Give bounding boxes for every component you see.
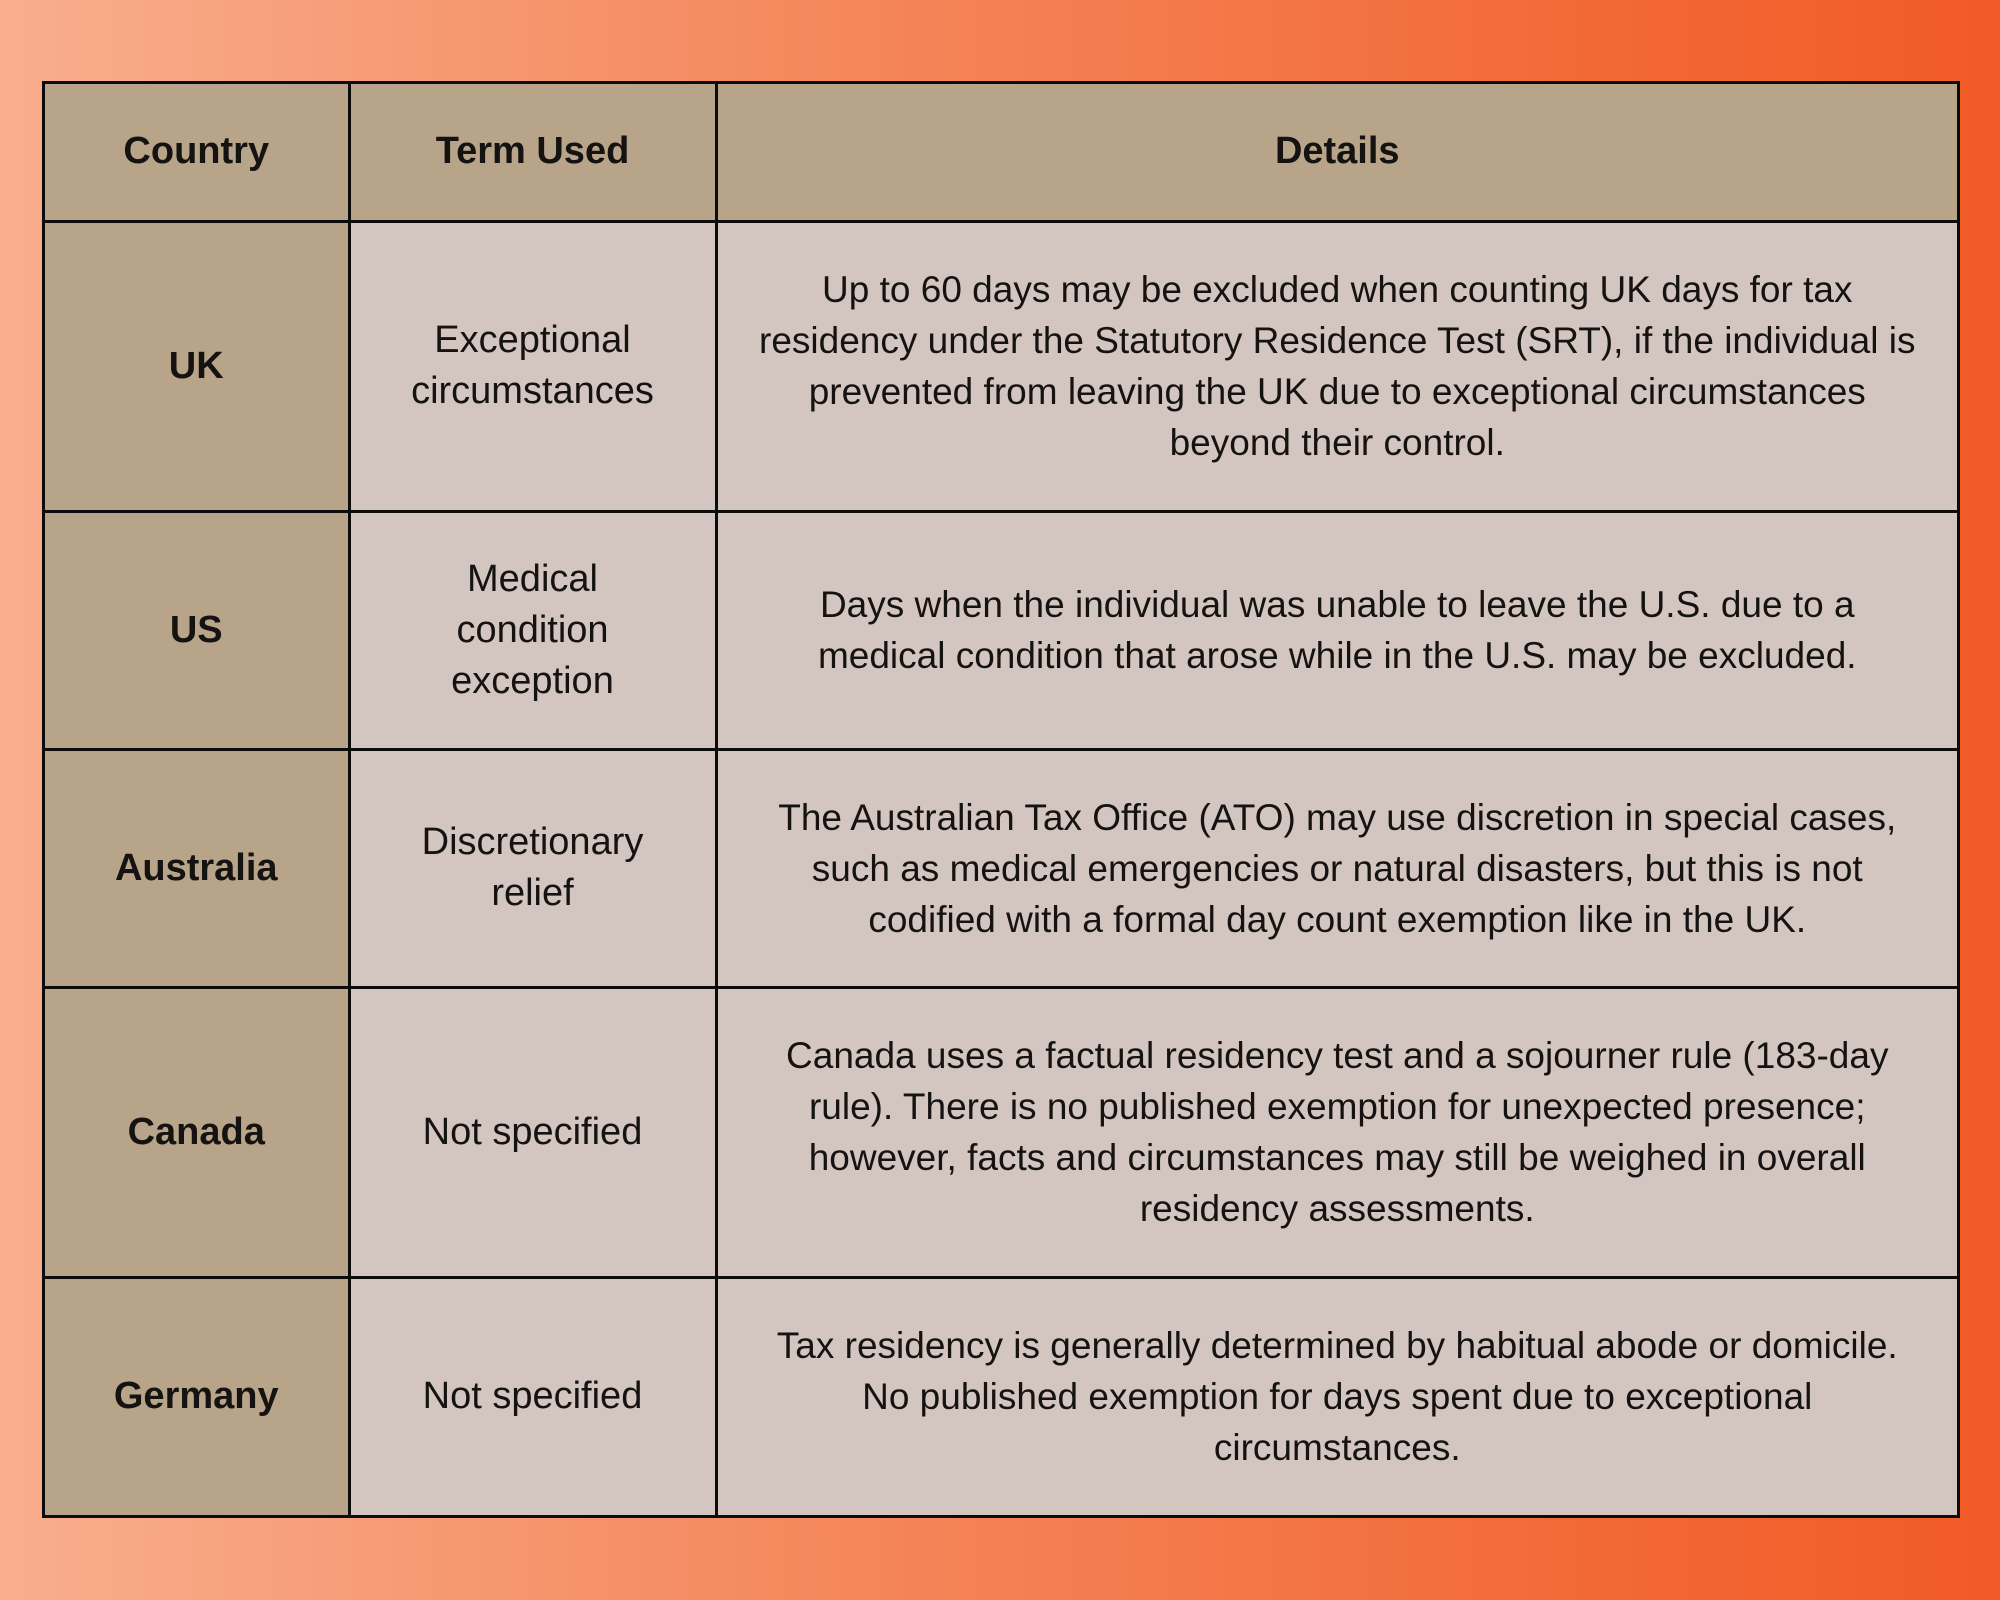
table-row (45, 221, 1957, 511)
country-cell: US (45, 511, 349, 749)
details-cell: Days when the individual was unable to leave the U.S. due to a medical condition that arose while in the U.S. may be excluded. (716, 511, 1957, 749)
details-cell: Tax residency is generally determined by habitual abode or domicile. No published exemption for days spent due to exceptional circumstances. (716, 1277, 1957, 1515)
country-cell: Australia (45, 749, 349, 987)
table-header-row (45, 84, 1957, 221)
details-cell: Canada uses a factual residency test and a sojourner rule (183-day rule). There is no published exemption for unexpected presence; however, facts and circumstances may still be weighed in overall residency assessments. (716, 987, 1957, 1277)
country-cell: Germany (45, 1277, 349, 1515)
table-row (45, 511, 1957, 749)
table-row (45, 1277, 1957, 1515)
term-cell: Medical condition exception (349, 511, 716, 749)
header-term-used: Term Used (349, 84, 716, 221)
term-cell: Discretionary relief (349, 749, 716, 987)
term-cell: Not specified (349, 987, 716, 1277)
country-cell: Canada (45, 987, 349, 1277)
details-cell: The Australian Tax Office (ATO) may use discretion in special cases, such as medical emergencies or natural disasters, but this is not codified with a formal day count exemption like in the UK. (716, 749, 1957, 987)
table-row (45, 987, 1957, 1277)
comparison-table (45, 84, 1957, 1515)
residency-exemptions-table (42, 81, 1960, 1518)
header-details: Details (716, 84, 1957, 221)
table-row (45, 749, 1957, 987)
term-cell: Exceptional circumstances (349, 221, 716, 511)
details-cell: Up to 60 days may be excluded when counting UK days for tax residency under the Statutory Residence Test (SRT), if the individual is prevented from leaving the UK due to exceptional circumstances beyond their control. (716, 221, 1957, 511)
country-cell: UK (45, 221, 349, 511)
term-cell: Not specified (349, 1277, 716, 1515)
header-country: Country (45, 84, 349, 221)
